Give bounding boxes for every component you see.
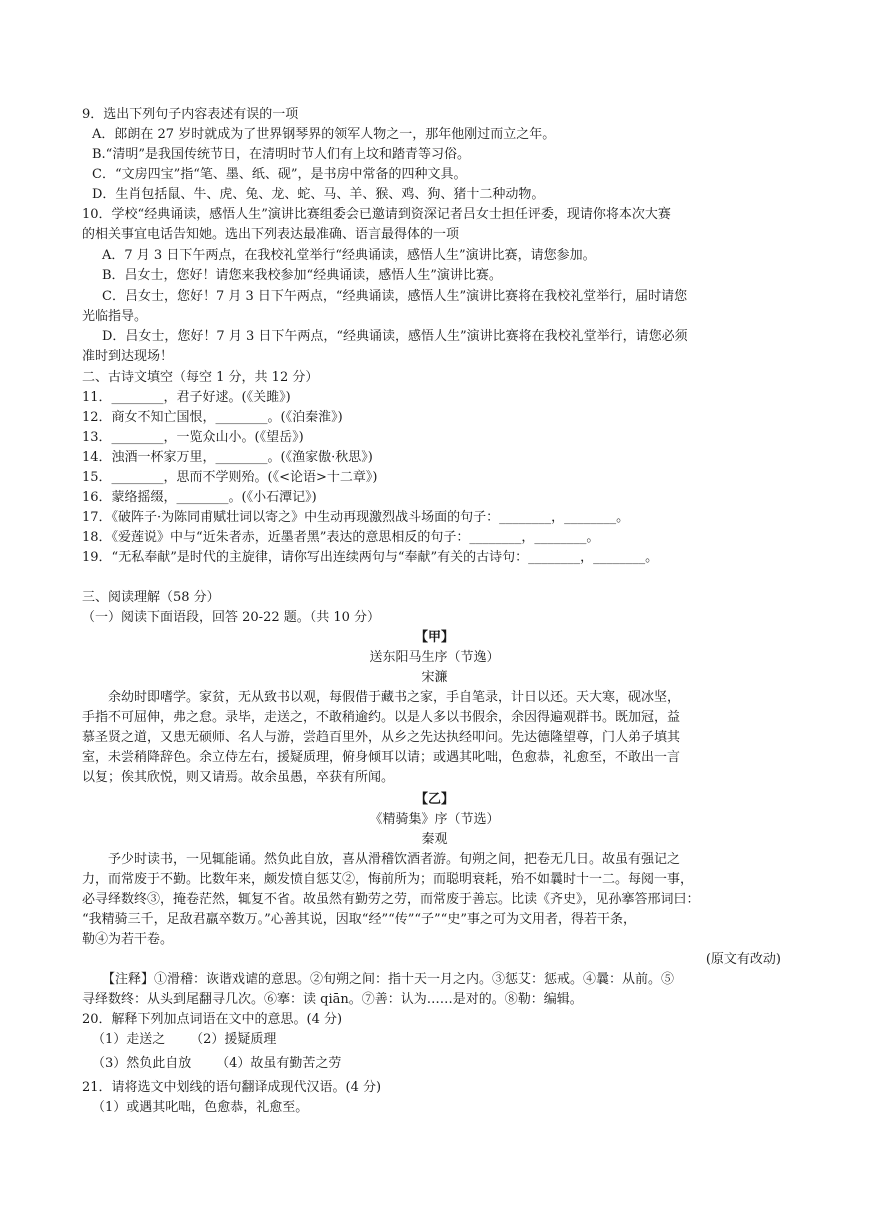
section3-heading: 三、阅读理解（58 分） [82, 590, 220, 605]
q10-option-a: A．7 月 3 日下午两点，在我校礼堂举行“经典诵读，感悟人生”演讲比赛，请您参加。 [102, 248, 596, 263]
passage-yi-line: “我精骑三千，足敌君羸卒数万。”心善其说，因取“经”“传”“子”“史”事之可为文用者，得若干条， [82, 912, 636, 927]
q19: 19．“无私奉献”是时代的主旋律，请你写出连续两句与“奉献”有关的古诗句：________，________。 [82, 550, 659, 565]
q13: 13．________，一览众山小。(《望岳》) [82, 430, 304, 445]
q20-row2: （3）然负此自放 （4）故虽有勤苦之劳 [92, 1056, 342, 1071]
passage-yi-line: 勒④为若干卷。 [82, 932, 174, 947]
passage-jia-title: 送东阳马生序（节逸） [369, 650, 500, 665]
q9-stem: 9．选出下列句子内容表述有误的一项 [82, 107, 299, 122]
passage-jia-line: 室，未尝稍降辞色。余立侍左右，援疑质理，俯身倾耳以请；或遇其叱咄，色愈恭，礼愈至，不敢出一言 [82, 750, 681, 765]
q10-option-d-line2: 准时到达现场！ [82, 349, 174, 364]
passage-yi-line: 力，而常废于不勤。比数年来，颇发愤自惩艾②，悔前所为；而聪明衰耗，殆不如曩时十一二。每阅一事， [82, 872, 694, 887]
q9-option-c: C．“文房四宝”指“笔、墨、纸、砚”，是书房中常备的四种文具。 [92, 167, 467, 182]
passage-yi-source: (原文有改动) [705, 952, 781, 967]
q18: 18．《爱莲说》中与“近朱者赤，近墨者黑”表达的意思相反的句子：________，________。 [82, 530, 600, 545]
passage-jia-label: 【甲】 [414, 630, 454, 645]
q9-option-a: A．郎朗在 27 岁时就成为了世界钢琴界的领军人物之一，那年他刚过而立之年。 [92, 127, 556, 142]
q10-stem-line2: 的相关事宜电话告知她。选出下列表达最准确、语言最得体的一项 [82, 227, 460, 242]
q14: 14．浊酒一杯家万里，________。(《渔家傲·秋思》) [82, 450, 373, 465]
q10-option-c-line2: 光临指导。 [82, 309, 148, 324]
q10-option-b: B．吕女士，您好！请您来我校参加“经典诵读，感悟人生”演讲比赛。 [102, 268, 502, 283]
passage-yi-label: 【乙】 [414, 792, 454, 807]
q9-option-d: D．生肖包括鼠、牛、虎、兔、龙、蛇、马、羊、猴、鸡、狗、猪十二种动物。 [92, 187, 545, 202]
passage-yi-line: 予少时读书，一见辄能诵。然负此自放，喜从滑稽饮酒者游。旬朔之间，把卷无几日。故虽有强记之 [108, 852, 681, 867]
notes-line2: 寻绎数终：从头到尾翻寻几次。⑥搴：读 qiān。⑦善：认为……是对的。⑧勒：编辑。 [82, 992, 583, 1007]
section3-part1: （一）阅读下面语段，回答 20-22 题。（共 10 分） [82, 610, 381, 625]
passage-jia-line: 慕圣贤之道，又患无硕师、名人与游，尝趋百里外，从乡之先达执经叩问。先达德隆望尊，门人弟子填其 [82, 730, 681, 745]
q12: 12．商女不知亡国恨，________。(《泊秦淮》) [82, 410, 343, 425]
passage-jia-author: 宋濂 [421, 670, 448, 685]
q21-sub1: （1）或遇其叱咄，色愈恭，礼愈至。 [92, 1100, 309, 1115]
q20-stem: 20．解释下列加点词语在文中的意思。(4 分) [82, 1012, 343, 1027]
passage-yi-title: 《精骑集》序（节选） [369, 812, 500, 827]
q17: 17．《破阵子·为陈同甫赋壮词以寄之》中生动再现激烈战斗场面的句子：________，________。 [82, 510, 630, 525]
q10-option-c-line1: C．吕女士，您好！7 月 3 日下午两点，“经典诵读，感悟人生”演讲比赛将在我校礼堂举行，届时请您 [102, 289, 688, 304]
notes-line1: 【注释】①滑稽：诙谐戏谑的意思。②旬朔之间：指十天一月之内。③惩艾：惩戒。④曩：从前。⑤ [102, 972, 675, 987]
passage-yi-author: 秦观 [421, 832, 448, 847]
q20-row1: （1）走送之 （2）援疑质理 [92, 1032, 277, 1047]
q21-stem: 21．请将选文中划线的语句翻译成现代汉语。(4 分) [82, 1080, 382, 1095]
passage-jia-line: 手指不可屈伸，弗之怠。录毕，走送之，不敢稍逾约。以是人多以书假余，余因得遍观群书。既加冠，益 [82, 710, 681, 725]
passage-yi-line: 必寻绎数终③，掩卷茫然，辄复不省。故虽然有勤劳之劳，而常废于善忘。比读《齐史》，见孙搴答邢词曰： [82, 892, 700, 907]
q10-option-d-line1: D．吕女士，您好！7 月 3 日下午两点，“经典诵读，感悟人生”演讲比赛将在我校礼堂举行，请您必须 [102, 329, 688, 344]
q11: 11．________，君子好逑。(《关雎》) [82, 390, 291, 405]
passage-jia-line: 余幼时即嗜学。家贫，无从致书以观，每假借于藏书之家，手自笔录，计日以还。天大寒，砚冰坚， [108, 690, 681, 705]
passage-jia-line: 以复；俟其欣悦，则又请焉。故余虽愚，卒获有所闻。 [82, 770, 395, 785]
q10-stem-line1: 10．学校“经典诵读，感悟人生”演讲比赛组委会已邀请到资深记者吕女士担任评委，现请你将本次大赛 [82, 207, 671, 222]
section2-heading: 二、古诗文填空（每空 1 分，共 12 分） [82, 370, 319, 385]
q15: 15．________，思而不学则殆。(《<论语>十二章》) [82, 470, 378, 485]
q9-option-b: B.“清明”是我国传统节日，在清明时节人们有上坟和踏青等习俗。 [92, 147, 470, 162]
q16: 16．蒙络摇缀，________。(《小石潭记》) [82, 490, 317, 505]
